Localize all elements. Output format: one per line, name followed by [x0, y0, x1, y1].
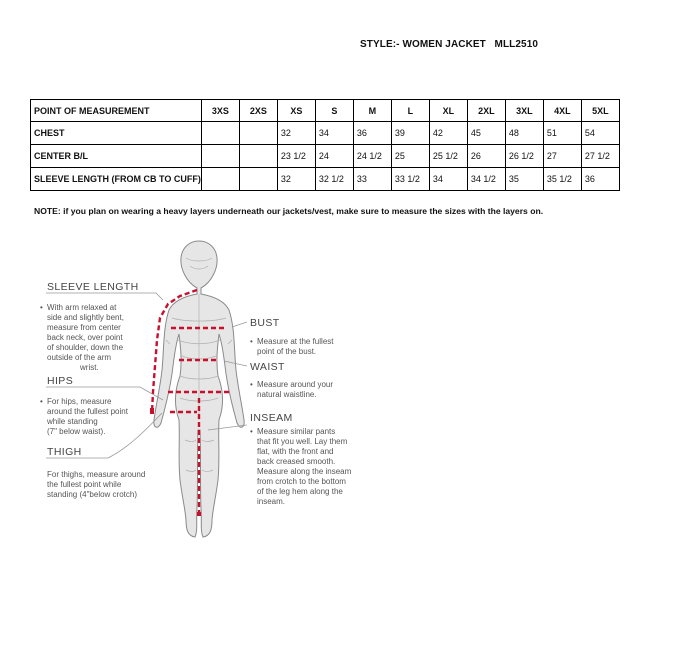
sleeve-length-label: [40, 281, 139, 372]
bust-label: [250, 317, 334, 356]
table-cell: 33: [353, 168, 391, 191]
size-header: S: [315, 100, 353, 122]
hips-text: while standing: [47, 417, 98, 426]
sleeve-length-text: side and slightly bent,: [47, 313, 124, 322]
sleeve-length-text: measure from center: [47, 323, 121, 332]
hips-text: (7" below waist).: [47, 427, 106, 436]
table-cell: 34: [315, 122, 353, 145]
waist-label: [250, 361, 333, 399]
size-header: L: [391, 100, 429, 122]
size-header: 2XS: [239, 100, 277, 122]
thigh-text: For thighs, measure around: [47, 470, 146, 479]
hips-text: For hips, measure: [47, 397, 112, 406]
thigh-text: the fullest point while: [47, 480, 122, 489]
hips-text: around the fullest point: [47, 407, 128, 416]
waist-title: WAIST: [250, 361, 285, 373]
inseam-text: Measure similar pants: [257, 427, 336, 436]
table-cell: 48: [505, 122, 543, 145]
bullet-icon: •: [40, 303, 43, 312]
size-header: XS: [277, 100, 315, 122]
table-cell: 35: [505, 168, 543, 191]
table-cell: 33 1/2: [391, 168, 429, 191]
table-cell: 32: [277, 168, 315, 191]
thigh-text: standing (4"below crotch): [47, 490, 137, 499]
inseam-label: [250, 412, 352, 506]
table-cell: 36: [353, 122, 391, 145]
size-header: 5XL: [581, 100, 619, 122]
waist-text: Measure around your: [257, 380, 334, 389]
table-cell: 25: [391, 145, 429, 168]
sleeve-length-text: back neck, over point: [47, 333, 123, 342]
size-header: 3XS: [201, 100, 239, 122]
row-label-sleeve-length: SLEEVE LENGTH (FROM CB TO CUFF): [31, 168, 202, 191]
inseam-text: of the leg hem along the: [257, 487, 343, 496]
sleeve-length-text: outside of the arm: [47, 353, 112, 362]
size-header: XL: [429, 100, 467, 122]
table-cell: 26: [467, 145, 505, 168]
table-cell: 34: [429, 168, 467, 191]
bullet-icon: •: [250, 337, 253, 346]
table-cell: 32 1/2: [315, 168, 353, 191]
inseam-text: that fit you well. Lay them: [257, 437, 348, 446]
table-cell: 34 1/2: [467, 168, 505, 191]
bullet-icon: •: [40, 397, 43, 406]
sleeve-length-text: of shoulder, down the: [47, 343, 124, 352]
size-header: 3XL: [505, 100, 543, 122]
bullet-icon: •: [250, 427, 253, 436]
size-header: 2XL: [467, 100, 505, 122]
table-cell: 42: [429, 122, 467, 145]
table-cell: 51: [543, 122, 581, 145]
table-cell: 27: [543, 145, 581, 168]
table-cell: 27 1/2: [581, 145, 619, 168]
table-cell: 26 1/2: [505, 145, 543, 168]
inseam-text: from crotch to the bottom: [257, 477, 346, 486]
inseam-text: back creased smooth.: [257, 457, 336, 466]
table-cell: 25 1/2: [429, 145, 467, 168]
bust-text: point of the bust.: [257, 347, 317, 356]
thigh-label: [47, 446, 145, 499]
bust-title: BUST: [250, 317, 280, 329]
hips-label: [40, 375, 129, 436]
sleeve-length-title: SLEEVE LENGTH: [47, 281, 139, 293]
table-cell: 23 1/2: [277, 145, 315, 168]
table-cell: 24: [315, 145, 353, 168]
inseam-title: INSEAM: [250, 412, 293, 424]
table-cell: 45: [467, 122, 505, 145]
inseam-text: inseam.: [257, 497, 286, 506]
row-label-center-bl: CENTER B/L: [31, 145, 202, 168]
table-cell: 32: [277, 122, 315, 145]
bullet-icon: •: [250, 380, 253, 389]
table-cell: 39: [391, 122, 429, 145]
inseam-text: Measure along the inseam: [257, 467, 352, 476]
table-cell: 54: [581, 122, 619, 145]
inseam-text: flat, with the front and: [257, 447, 334, 456]
bust-text: Measure at the fullest: [257, 337, 334, 346]
layering-note: NOTE: if you plan on wearing a heavy layers underneath our jackets/vest, make sure to measure the sizes with the layers on.: [34, 206, 544, 216]
sleeve-length-text: With arm relaxed at: [47, 303, 117, 312]
style-title: STYLE:- WOMEN JACKET MLL2510: [360, 39, 539, 50]
pom-header: POINT OF MEASUREMENT: [31, 100, 202, 122]
size-header: M: [353, 100, 391, 122]
table-cell: 36: [581, 168, 619, 191]
size-header: 4XL: [543, 100, 581, 122]
waist-text: natural waistline.: [257, 390, 317, 399]
table-cell: 35 1/2: [543, 168, 581, 191]
hips-title: HIPS: [47, 375, 74, 387]
table-cell: 24 1/2: [353, 145, 391, 168]
row-label-chest: CHEST: [31, 122, 202, 145]
thigh-title: THIGH: [47, 446, 82, 458]
sleeve-length-text: wrist.: [80, 363, 99, 372]
